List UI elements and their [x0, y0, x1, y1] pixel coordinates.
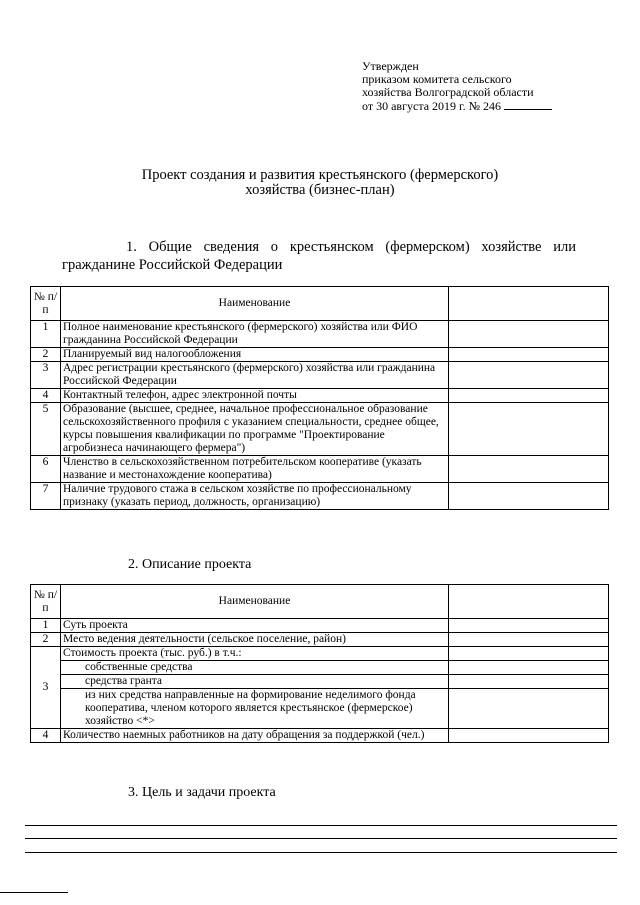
table-row [31, 456, 609, 483]
row-text: Наличие трудового стажа в сельском хозяйстве по профессиональному признаку (указать период, должность, организацию) [61, 483, 449, 510]
row-num: 2 [31, 348, 61, 362]
value-cell[interactable] [449, 456, 609, 483]
table-row [31, 483, 609, 510]
approval-blank-line [504, 100, 552, 110]
answer-line[interactable] [25, 838, 617, 839]
header-num: № п/п [31, 287, 61, 321]
approval-stamp [362, 60, 552, 113]
row-text: Контактный телефон, адрес электронной почты [61, 389, 449, 403]
table-subrow [31, 689, 609, 729]
footnote-separator [0, 892, 68, 893]
section-2-heading: 2. Описание проекта [128, 557, 252, 572]
table-header-row [31, 287, 609, 321]
table-row [31, 389, 609, 403]
header-name: Наименование [61, 585, 449, 619]
row-num: 4 [31, 729, 61, 743]
subrow-own-funds: собственные средства [61, 661, 449, 675]
section-3-heading: 3. Цель и задачи проекта [128, 785, 276, 800]
value-cell[interactable] [449, 403, 609, 456]
row-text: Адрес регистрации крестьянского (фермерского) хозяйства или гражданина Российской Федерации [61, 362, 449, 389]
value-cell[interactable] [449, 389, 609, 403]
value-cell[interactable] [449, 348, 609, 362]
value-cell[interactable] [449, 647, 609, 661]
value-cell[interactable] [449, 585, 609, 619]
row-num: 1 [31, 619, 61, 633]
table-row [31, 403, 609, 456]
value-cell[interactable] [449, 321, 609, 348]
row-text: Суть проекта [61, 619, 449, 633]
row-text: Место ведения деятельности (сельское поселение, район) [61, 633, 449, 647]
table-row [31, 619, 609, 633]
project-description-table [30, 584, 609, 743]
document-title [110, 168, 530, 198]
value-cell[interactable] [449, 729, 609, 743]
value-cell[interactable] [449, 619, 609, 633]
table-subrow [31, 661, 609, 675]
table-row [31, 633, 609, 647]
row-num: 5 [31, 403, 61, 456]
row-num: 4 [31, 389, 61, 403]
row-text: Планируемый вид налогообложения [61, 348, 449, 362]
approval-line-1: Утвержден [362, 59, 419, 73]
value-cell[interactable] [449, 362, 609, 389]
answer-line[interactable] [25, 825, 617, 826]
header-num: № п/п [31, 585, 61, 619]
header-name: Наименование [61, 287, 449, 321]
answer-line[interactable] [25, 852, 617, 853]
row-text: Стоимость проекта (тыс. руб.) в т.ч.: [61, 647, 449, 661]
row-text: Образование (высшее, среднее, начальное профессиональное образование сельскохозяйственного профиля с указанием специальности, среднее общее, курсы повышения квалификации по программе "Проектирование агробизнеса начинающего фермера") [61, 403, 449, 456]
row-num: 1 [31, 321, 61, 348]
row-text: Полное наименование крестьянского (фермерского) хозяйства или ФИО гражданина Российской Федерации [61, 321, 449, 348]
section-1-heading [62, 238, 576, 274]
approval-line-3: хозяйства Волгоградской области [362, 85, 534, 100]
table-header-row [31, 585, 609, 619]
row-text: Членство в сельскохозяйственном потребительском кооперативе (указать название и местонахождение кооператива) [61, 456, 449, 483]
subrow-grant-funds: средства гранта [61, 675, 449, 689]
table-row [31, 647, 609, 661]
title-line-2: хозяйства (бизнес-план) [245, 182, 395, 198]
value-cell[interactable] [449, 675, 609, 689]
table-subrow [31, 675, 609, 689]
value-cell[interactable] [449, 633, 609, 647]
row-num: 3 [31, 362, 61, 389]
title-line-1: Проект создания и развития крестьянского (фермерского) [141, 167, 499, 183]
value-cell[interactable] [449, 661, 609, 675]
row-num: 3 [31, 647, 61, 729]
approval-line-2: приказом комитета сельского [362, 72, 512, 87]
approval-line-4: от 30 августа 2019 г. № 246 [362, 98, 502, 113]
row-text: Количество наемных работников на дату обращения за поддержкой (чел.) [61, 729, 449, 743]
table-row [31, 348, 609, 362]
value-cell[interactable] [449, 689, 609, 729]
row-num: 6 [31, 456, 61, 483]
general-info-table [30, 286, 609, 510]
row-num: 2 [31, 633, 61, 647]
subrow-cooperative-fund: из них средства направленные на формирование неделимого фонда кооператива, членом которого является крестьянское (фермерское) хозяйство <*> [61, 689, 449, 729]
table-row [31, 362, 609, 389]
section-1-heading-line-2: гражданине Российской Федерации [62, 257, 283, 273]
table-row [31, 729, 609, 743]
value-cell[interactable] [449, 287, 609, 321]
value-cell[interactable] [449, 483, 609, 510]
section-1-heading-line-1: 1. Общие сведения о крестьянском (фермерском) хозяйстве или [126, 239, 576, 255]
table-row [31, 321, 609, 348]
row-num: 7 [31, 483, 61, 510]
